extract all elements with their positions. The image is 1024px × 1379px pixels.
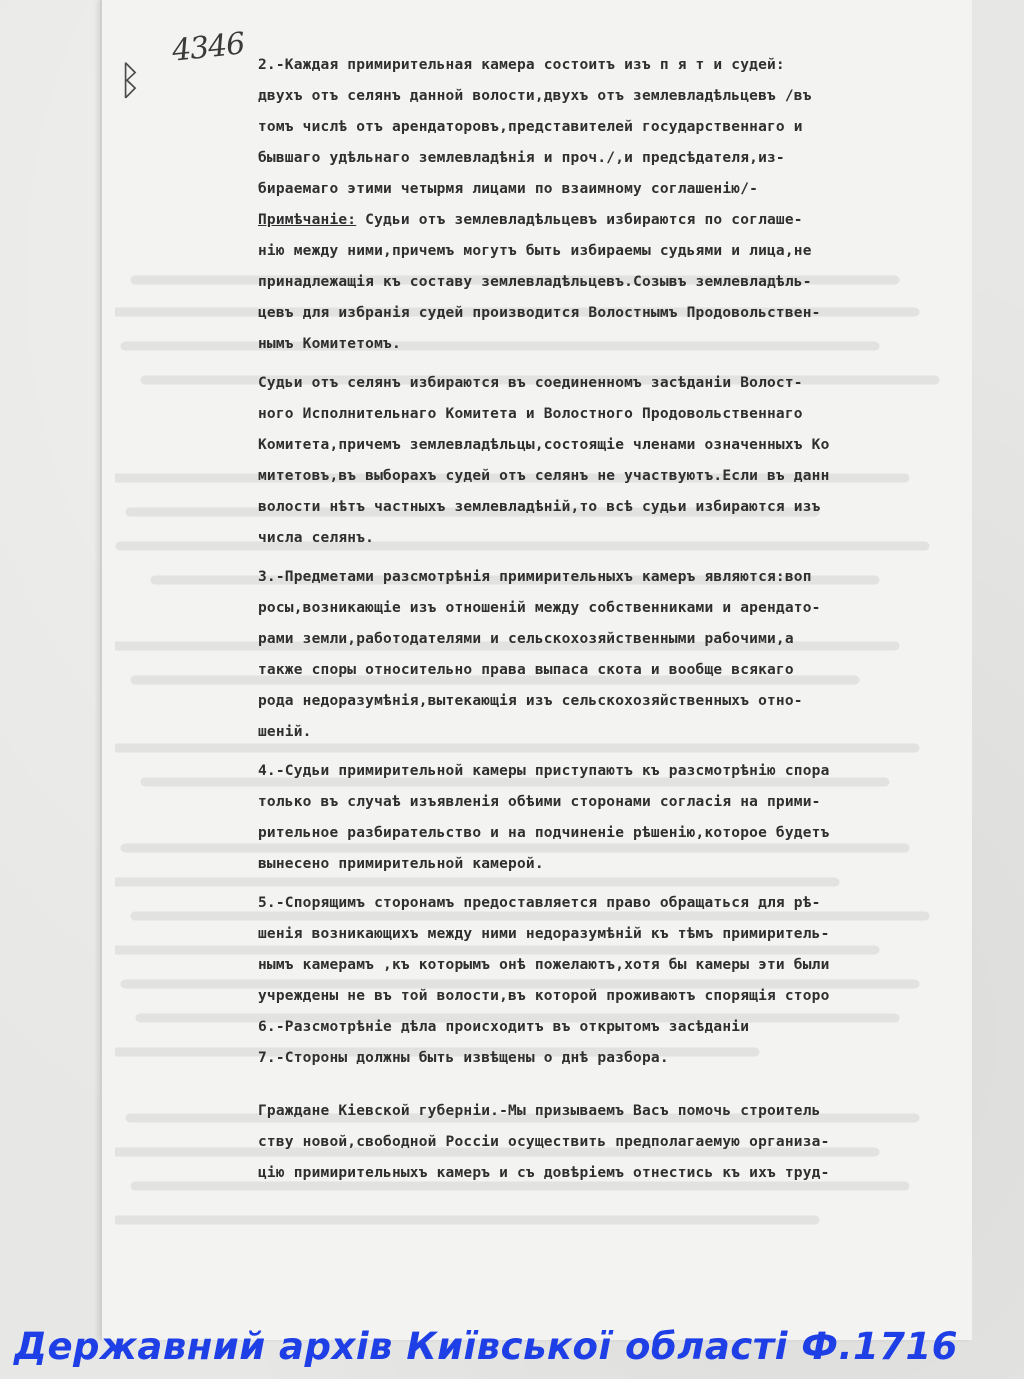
handwritten-archive-number: 4346	[170, 26, 246, 69]
text-line: 7.-Стороны должны быть извѣщены о днѣ разбора.	[258, 1050, 669, 1066]
text-line: также споры относительно права выпаса скота и вообще всякаго	[258, 662, 794, 678]
text-line: митетовъ,въ выборахъ судей отъ селянъ не участвуютъ.Если въ данн	[258, 468, 830, 484]
text-line: бираемаго этими четырмя лицами по взаимному соглашенію/-	[258, 181, 759, 197]
archive-caption: Державний архів Київської області Ф.1716	[14, 1325, 959, 1368]
text-line: принадлежащія къ составу землевладѣльцевъ.Созывъ землевладѣль-	[258, 274, 812, 290]
text-line: ного Исполнительнаго Комитета и Волостного Продовольственнаго	[258, 406, 803, 422]
text-line: волости нѣтъ частныхъ землевладѣній,то всѣ судьи избираются изъ	[258, 499, 821, 515]
text-line: нымъ камерамъ ,къ которымъ онѣ пожелаютъ,хотя бы камеры эти были	[258, 957, 830, 973]
text-line: учреждены не въ той волости,въ которой проживаютъ спорящія сторо	[258, 988, 830, 1004]
text-line: бывшаго удѣльнаго землевладѣнія и проч./,и предсѣдателя,из-	[258, 150, 785, 166]
text-line: росы,возникающіе изъ отношеній между собственниками и арендато-	[258, 600, 821, 616]
note-label: Примѣчаніе:	[258, 212, 357, 228]
text-line: нымъ Комитетомъ.	[258, 336, 401, 352]
text-line: Комитета,причемъ землевладѣльцы,состоящіе членами означенныхъ Ко	[258, 437, 830, 453]
text-line: цію примирительныхъ камеръ и съ довѣріемъ отнестись къ ихъ труд-	[258, 1165, 830, 1181]
text-line: 5.-Спорящимъ сторонамъ предоставляется право обращаться для рѣ-	[258, 895, 821, 911]
text-line: 2.-Каждая примирительная камера состоитъ изъ п я т и судей:	[258, 57, 785, 73]
text-line: Примѣчаніе: Судьи отъ землевладѣльцевъ избираются по соглаше-	[258, 212, 803, 228]
typed-text-body	[258, 50, 963, 1189]
text-line: рода недоразумѣнія,вытекающія изъ сельскохозяйственныхъ отно-	[258, 693, 803, 709]
text-line: вынесено примирительной камерой.	[258, 856, 544, 872]
text-line: ству новой,свободной Россіи осуществить предполагаемую организа-	[258, 1134, 830, 1150]
text-line: только въ случаѣ изъявленія обѣими сторонами согласія на прими-	[258, 794, 821, 810]
text-line: 6.-Разсмотрѣніе дѣла происходитъ въ открытомъ засѣданіи	[258, 1019, 750, 1035]
text-line: томъ числѣ отъ арендаторовъ,представителей государственнаго и	[258, 119, 803, 135]
text-line: шенія возникающихъ между ними недоразумѣній къ тѣмъ примиритель-	[258, 926, 830, 942]
text-line: числа селянъ.	[258, 530, 375, 546]
text-line: 4.-Судьи примирительной камеры приступаютъ къ разсмотрѣнію спора	[258, 763, 830, 779]
text-line: рами земли,работодателями и сельскохозяйственными рабочими,а	[258, 631, 794, 647]
margin-mark: ᛒ	[118, 58, 142, 104]
text-line: 3.-Предметами разсмотрѣнія примирительныхъ камеръ являются:воп	[258, 569, 812, 585]
text-line: цевъ для избранія судей производится Волостнымъ Продовольствен-	[258, 305, 821, 321]
text-line: шеній.	[258, 724, 312, 740]
text-line: нію между ними,причемъ могутъ быть избираемы судьями и лица,не	[258, 243, 812, 259]
text-line: Граждане Кіевской губерніи.-Мы призываемъ Васъ помочь строитель	[258, 1103, 821, 1119]
text-line: рительное разбирательство и на подчиненіе рѣшенію,которое будетъ	[258, 825, 830, 841]
text-line: Судьи отъ селянъ избираются въ соединенномъ засѣданіи Волост-	[258, 375, 803, 391]
text-line: двухъ отъ селянъ данной волости,двухъ отъ землевладѣльцевъ /въ	[258, 88, 812, 104]
